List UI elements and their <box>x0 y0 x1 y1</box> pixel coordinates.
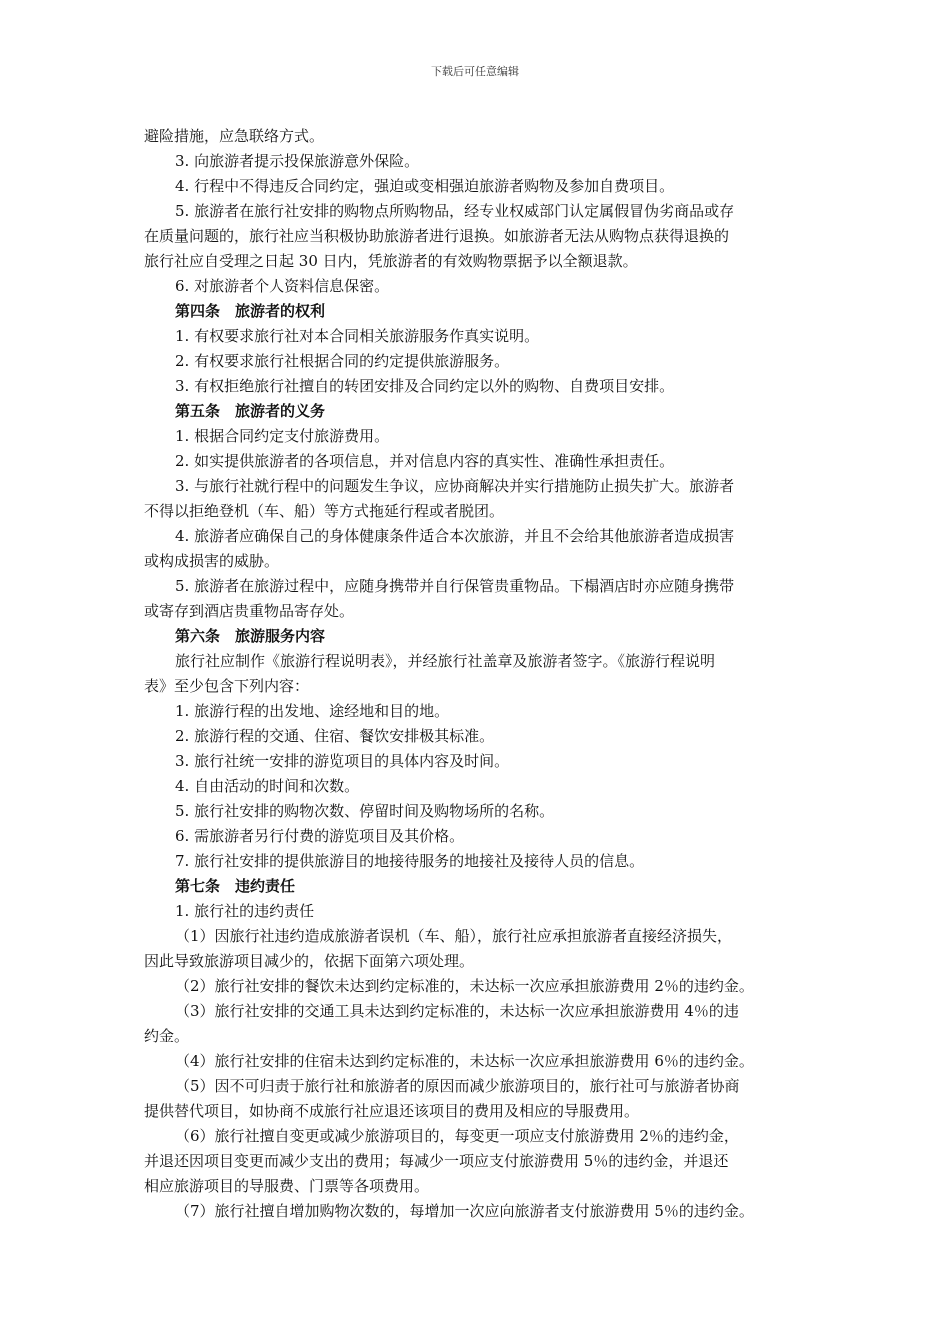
document-body <box>144 124 809 1224</box>
paragraph-line: （4）旅行社安排的住宿未达到约定标准的，未达标一次应承担旅游费用 6％的违约金。 <box>175 1052 754 1070</box>
paragraph-line: （2）旅行社安排的餐饮未达到约定标准的，未达标一次应承担旅游费用 2％的违约金。 <box>175 977 754 995</box>
paragraph-line: （1）因旅行社违约造成旅游者误机（车、船），旅行社应承担旅游者直接经济损失， <box>175 927 733 945</box>
paragraph-line: 5. 旅游者在旅游过程中，应随身携带并自行保管贵重物品。下榻酒店时亦应随身携带 <box>175 577 735 595</box>
section-heading: 第四条 旅游者的权利 <box>175 302 326 320</box>
paragraph-line: 3. 有权拒绝旅行社擅自的转团安排及合同约定以外的购物、自费项目安排。 <box>175 377 675 395</box>
paragraph-line: （6）旅行社擅自变更或减少旅游项目的，每变更一项应支付旅游费用 2％的违约金， <box>175 1127 739 1145</box>
paragraph-line: 1. 旅游行程的出发地、途经地和目的地。 <box>175 702 450 720</box>
section-heading: 第六条 旅游服务内容 <box>175 627 326 645</box>
paragraph-line: （7）旅行社擅自增加购物次数的，每增加一次应向旅游者支付旅游费用 5％的违约金。 <box>175 1202 754 1220</box>
paragraph-line: 表》至少包含下列内容： <box>144 677 310 695</box>
paragraph-line: 4. 行程中不得违反合同约定，强迫或变相强迫旅游者购物及参加自费项目。 <box>175 177 675 195</box>
paragraph-line: 6. 需旅游者另行付费的游览项目及其价格。 <box>175 827 465 845</box>
paragraph-line: 5. 旅行社安排的购物次数、停留时间及购物场所的名称。 <box>175 802 555 820</box>
paragraph-line: 旅行社应制作《旅游行程说明表》，并经旅行社盖章及旅游者签字。《旅游行程说明 <box>175 652 716 670</box>
section-heading: 第五条 旅游者的义务 <box>175 402 326 420</box>
paragraph-line: 不得以拒绝登机（车、船）等方式拖延行程或者脱团。 <box>144 502 505 520</box>
paragraph-line: 避险措施，应急联络方式。 <box>144 127 325 145</box>
paragraph-line: 5. 旅游者在旅行社安排的购物点所购物品，经专业权威部门认定属假冒伪劣商品或存 <box>175 202 735 220</box>
paragraph-line: 并退还因项目变更而减少支出的费用；每减少一项应支付旅游费用 5％的违约金，并退还 <box>144 1152 729 1170</box>
paragraph-line: 3. 与旅行社就行程中的问题发生争议，应协商解决并实行措施防止损失扩大。旅游者 <box>175 477 735 495</box>
paragraph-line: 1. 旅行社的违约责任 <box>175 902 315 920</box>
paragraph-line: 旅行社应自受理之日起 30 日内，凭旅游者的有效购物票据予以全额退款。 <box>144 252 638 270</box>
paragraph-line: 因此导致旅游项目减少的，依据下面第六项处理。 <box>144 952 475 970</box>
paragraph-line: 7. 旅行社安排的提供旅游目的地接待服务的地接社及接待人员的信息。 <box>175 852 645 870</box>
paragraph-line: 3. 旅行社统一安排的游览项目的具体内容及时间。 <box>175 752 510 770</box>
paragraph-line: 1. 根据合同约定支付旅游费用。 <box>175 427 390 445</box>
paragraph-line: 约金。 <box>144 1027 190 1045</box>
paragraph-line: 2. 有权要求旅行社根据合同的约定提供旅游服务。 <box>175 352 510 370</box>
paragraph-line: 2. 旅游行程的交通、住宿、餐饮安排极其标准。 <box>175 727 495 745</box>
paragraph-line: 1. 有权要求旅行社对本合同相关旅游服务作真实说明。 <box>175 327 540 345</box>
paragraph-line: 3. 向旅游者提示投保旅游意外保险。 <box>175 152 420 170</box>
paragraph-line: 在质量问题的，旅行社应当积极协助旅游者进行退换。如旅游者无法从购物点获得退换的 <box>144 227 730 245</box>
paragraph-line: （5）因不可归责于旅行社和旅游者的原因而减少旅游项目的，旅行社可与旅游者协商 <box>175 1077 740 1095</box>
paragraph-line: 相应旅游项目的导服费、门票等各项费用。 <box>144 1177 430 1195</box>
paragraph-line: 2. 如实提供旅游者的各项信息，并对信息内容的真实性、准确性承担责任。 <box>175 452 675 470</box>
page-header: 下载后可任意编辑 <box>431 65 519 78</box>
paragraph-line: 提供替代项目，如协商不成旅行社应退还该项目的费用及相应的导服费用。 <box>144 1102 640 1120</box>
paragraph-line: 或构成损害的威胁。 <box>144 552 280 570</box>
paragraph-line: （3）旅行社安排的交通工具未达到约定标准的，未达标一次应承担旅游费用 4％的违 <box>175 1002 739 1020</box>
paragraph-line: 或寄存到酒店贵重物品寄存处。 <box>144 602 355 620</box>
paragraph-line: 4. 旅游者应确保自己的身体健康条件适合本次旅游，并且不会给其他旅游者造成损害 <box>175 527 735 545</box>
section-heading: 第七条 违约责任 <box>175 877 296 895</box>
paragraph-line: 6. 对旅游者个人资料信息保密。 <box>175 277 390 295</box>
paragraph-line: 4. 自由活动的时间和次数。 <box>175 777 360 795</box>
